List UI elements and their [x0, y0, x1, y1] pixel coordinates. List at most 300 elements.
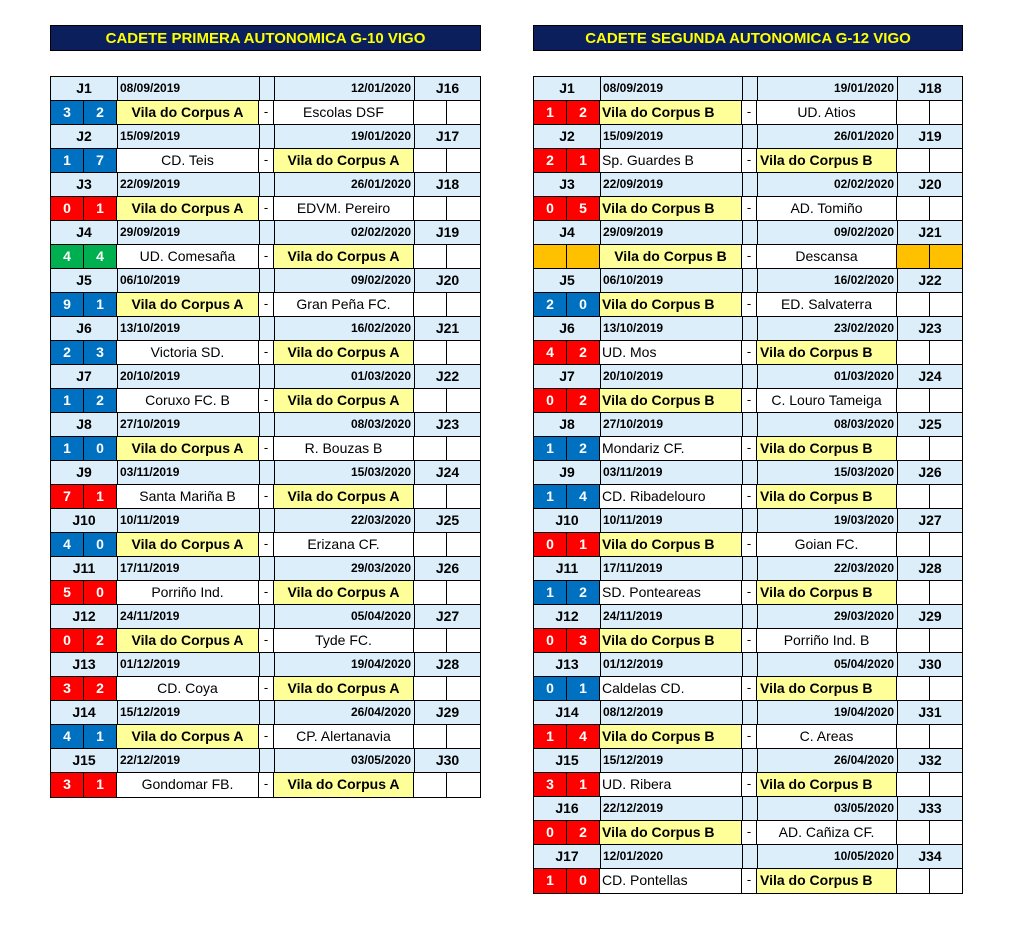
home-team: Coruxo FC. B: [117, 389, 259, 412]
return-round-number: J21: [918, 224, 942, 240]
right-fixtures-table: [533, 76, 963, 894]
away-team: C. Areas: [757, 725, 897, 748]
return-score-home: [897, 197, 930, 220]
home-team: Mondariz CF.: [600, 437, 742, 460]
home-team: CD. Ribadelouro: [600, 485, 742, 508]
vs-dash: -: [742, 629, 757, 652]
vs-dash: -: [742, 341, 757, 364]
home-team: UD. Comesaña: [117, 245, 259, 268]
match-row: [51, 101, 480, 125]
round-number: J4: [534, 221, 601, 244]
match-row: [51, 581, 480, 605]
return-score-away: [930, 293, 962, 316]
return-score-away: [930, 101, 962, 124]
second-leg-date: 16/02/2020: [275, 317, 415, 340]
return-round-number: J20: [435, 272, 460, 288]
match-row: [534, 869, 962, 893]
home-score: 3: [51, 677, 84, 700]
return-score-away: [447, 245, 480, 268]
vs-dash: -: [742, 197, 757, 220]
second-leg-date: 19/01/2020: [275, 125, 415, 148]
home-score: 1: [51, 389, 84, 412]
round-header-row: [534, 221, 962, 245]
separator-cell: [260, 77, 275, 100]
separator-cell: [260, 413, 275, 436]
away-score: 0: [84, 533, 117, 556]
away-team: AD. Cañiza CF.: [757, 821, 897, 844]
round-number: J10: [51, 509, 118, 532]
return-round-number: J30: [918, 656, 942, 672]
return-round-number: J17: [435, 128, 460, 144]
match-row: [51, 485, 480, 509]
home-score: 1: [534, 581, 567, 604]
vs-dash: -: [742, 149, 757, 172]
away-team: CP. Alertanavia: [274, 725, 414, 748]
round-number: J15: [51, 749, 118, 772]
return-score-home: [414, 725, 447, 748]
home-score: 1: [51, 437, 84, 460]
second-leg-date: 22/03/2020: [275, 509, 415, 532]
return-score-home: [414, 197, 447, 220]
return-round-number: J25: [435, 512, 460, 528]
return-score-away: [930, 149, 962, 172]
round-header-row: [51, 509, 480, 533]
home-score: 0: [534, 821, 567, 844]
second-leg-date: 16/02/2020: [758, 269, 898, 292]
first-leg-date: 08/09/2019: [601, 77, 743, 100]
home-score: 0: [534, 677, 567, 700]
away-team: Vila do Corpus B: [757, 773, 897, 796]
match-row: [51, 389, 480, 413]
return-score-home: [414, 773, 447, 797]
vs-dash: -: [742, 773, 757, 796]
return-score-away: [930, 677, 962, 700]
first-leg-date: 22/12/2019: [118, 749, 260, 772]
return-score-home: [897, 245, 930, 268]
home-team: Vila do Corpus A: [117, 533, 259, 556]
first-leg-date: 03/11/2019: [601, 461, 743, 484]
second-leg-date: 09/02/2020: [275, 269, 415, 292]
second-leg-date: 03/05/2020: [758, 797, 898, 820]
home-team: Vila do Corpus A: [117, 725, 259, 748]
match-row: [534, 725, 962, 749]
second-leg-date: 02/02/2020: [275, 221, 415, 244]
vs-dash: -: [259, 389, 274, 412]
round-number: J2: [51, 125, 118, 148]
round-number: J14: [51, 701, 118, 724]
first-leg-date: 10/11/2019: [601, 509, 743, 532]
separator-cell: [743, 749, 758, 772]
home-team: Vila do Corpus B: [600, 533, 742, 556]
vs-dash: -: [742, 101, 757, 124]
return-score-away: [447, 485, 480, 508]
return-score-away: [447, 149, 480, 172]
round-number: J12: [51, 605, 118, 628]
away-team: Vila do Corpus A: [274, 245, 414, 268]
away-score: 2: [567, 437, 600, 460]
vs-dash: -: [742, 293, 757, 316]
away-team: Vila do Corpus B: [757, 869, 897, 893]
second-leg-date: 23/02/2020: [758, 317, 898, 340]
separator-cell: [743, 509, 758, 532]
round-number: J12: [534, 605, 601, 628]
second-leg-date: 01/03/2020: [275, 365, 415, 388]
separator-cell: [260, 317, 275, 340]
return-score-home: [897, 725, 930, 748]
round-number: J2: [534, 125, 601, 148]
separator-cell: [260, 365, 275, 388]
return-score-away: [447, 437, 480, 460]
away-score: 1: [84, 485, 117, 508]
return-score-home: [897, 389, 930, 412]
first-leg-date: 22/09/2019: [601, 173, 743, 196]
match-row: [534, 437, 962, 461]
away-team: Vila do Corpus B: [757, 341, 897, 364]
match-row: [51, 629, 480, 653]
round-number: J5: [51, 269, 118, 292]
round-number: J17: [534, 845, 601, 868]
away-score: 1: [84, 773, 117, 797]
separator-cell: [743, 125, 758, 148]
home-team: Vila do Corpus B: [600, 821, 742, 844]
vs-dash: -: [259, 677, 274, 700]
away-team: Vila do Corpus B: [757, 677, 897, 700]
away-team: Porriño Ind. B: [757, 629, 897, 652]
vs-dash: -: [259, 725, 274, 748]
return-round-number: J22: [435, 368, 460, 384]
first-leg-date: 15/09/2019: [118, 125, 260, 148]
first-leg-date: 17/11/2019: [118, 557, 260, 580]
round-header-row: [51, 605, 480, 629]
away-team: Tyde FC.: [274, 629, 414, 652]
return-score-away: [930, 869, 962, 893]
match-row: [534, 581, 962, 605]
first-leg-date: 12/01/2020: [601, 845, 743, 868]
return-round-number: J28: [435, 656, 460, 672]
round-header-row: [51, 461, 480, 485]
return-round-number: J18: [918, 80, 942, 96]
return-score-home: [897, 869, 930, 893]
home-score: 0: [534, 389, 567, 412]
home-score: 4: [534, 341, 567, 364]
return-score-away: [930, 341, 962, 364]
return-score-away: [447, 293, 480, 316]
return-round-number: J30: [435, 752, 460, 768]
return-score-away: [930, 437, 962, 460]
vs-dash: -: [742, 245, 757, 268]
round-number: J13: [534, 653, 601, 676]
away-team: Vila do Corpus A: [274, 773, 414, 797]
return-score-away: [930, 245, 962, 268]
return-score-home: [897, 581, 930, 604]
return-round-number: J31: [918, 704, 942, 720]
return-score-home: [414, 101, 447, 124]
round-number: J11: [534, 557, 601, 580]
away-team: Goian FC.: [757, 533, 897, 556]
round-header-row: [51, 701, 480, 725]
away-team: Escolas DSF: [274, 101, 414, 124]
home-team: CD. Pontellas: [600, 869, 742, 893]
second-leg-date: 22/03/2020: [758, 557, 898, 580]
return-score-home: [414, 533, 447, 556]
first-leg-date: 24/11/2019: [601, 605, 743, 628]
round-number: J9: [51, 461, 118, 484]
home-team: CD. Coya: [117, 677, 259, 700]
return-score-home: [897, 341, 930, 364]
separator-cell: [260, 653, 275, 676]
return-round-number: J19: [918, 128, 942, 144]
first-leg-date: 06/10/2019: [118, 269, 260, 292]
return-round-number: J27: [435, 608, 460, 624]
away-score: 0: [567, 869, 600, 893]
round-header-row: [51, 125, 480, 149]
return-score-away: [930, 725, 962, 748]
home-team: Vila do Corpus A: [117, 629, 259, 652]
home-score: 1: [534, 725, 567, 748]
vs-dash: -: [259, 485, 274, 508]
home-score: 3: [51, 101, 84, 124]
return-score-away: [447, 773, 480, 797]
round-number: J10: [534, 509, 601, 532]
home-team: Santa Mariña B: [117, 485, 259, 508]
separator-cell: [743, 653, 758, 676]
return-round-number: J21: [435, 320, 460, 336]
first-leg-date: 27/10/2019: [118, 413, 260, 436]
return-score-home: [414, 389, 447, 412]
away-team: Vila do Corpus B: [757, 149, 897, 172]
round-header-row: [534, 461, 962, 485]
vs-dash: -: [259, 101, 274, 124]
home-team: Porriño Ind.: [117, 581, 259, 604]
return-score-away: [447, 389, 480, 412]
round-number: J3: [51, 173, 118, 196]
return-round-number: J29: [918, 608, 942, 624]
return-score-home: [897, 533, 930, 556]
match-row: [51, 245, 480, 269]
first-leg-date: 01/12/2019: [118, 653, 260, 676]
home-team: Vila do Corpus B: [600, 293, 742, 316]
separator-cell: [260, 749, 275, 772]
round-number: J1: [534, 77, 601, 100]
home-score: 5: [51, 581, 84, 604]
home-score: 0: [534, 197, 567, 220]
away-score: 1: [84, 293, 117, 316]
round-header-row: [51, 749, 480, 773]
home-team: Vila do Corpus A: [117, 437, 259, 460]
return-score-away: [447, 677, 480, 700]
vs-dash: -: [742, 581, 757, 604]
separator-cell: [260, 509, 275, 532]
return-score-away: [447, 629, 480, 652]
round-header-row: [534, 557, 962, 581]
away-score: 5: [567, 197, 600, 220]
return-score-home: [897, 149, 930, 172]
second-leg-date: 02/02/2020: [758, 173, 898, 196]
first-leg-date: 01/12/2019: [601, 653, 743, 676]
return-score-away: [930, 197, 962, 220]
second-leg-date: 12/01/2020: [275, 77, 415, 100]
first-leg-date: 15/12/2019: [601, 749, 743, 772]
round-header-row: [51, 173, 480, 197]
round-header-row: [534, 365, 962, 389]
separator-cell: [260, 269, 275, 292]
away-team: C. Louro Tameiga: [757, 389, 897, 412]
away-team: Vila do Corpus B: [757, 581, 897, 604]
return-score-home: [414, 677, 447, 700]
away-score: 0: [84, 581, 117, 604]
home-score: 1: [534, 485, 567, 508]
away-score: 3: [567, 629, 600, 652]
away-score: 3: [84, 341, 117, 364]
return-round-number: J16: [435, 80, 460, 96]
away-score: 2: [84, 389, 117, 412]
vs-dash: -: [259, 533, 274, 556]
match-row: [51, 533, 480, 557]
match-row: [534, 677, 962, 701]
match-row: [51, 437, 480, 461]
match-row: [534, 821, 962, 845]
return-score-home: [414, 245, 447, 268]
separator-cell: [260, 557, 275, 580]
round-number: J15: [534, 749, 601, 772]
round-header-row: [51, 77, 480, 101]
separator-cell: [260, 701, 275, 724]
return-score-away: [930, 821, 962, 844]
away-score: 1: [567, 677, 600, 700]
round-header-row: [534, 125, 962, 149]
home-team: Vila do Corpus B: [600, 725, 742, 748]
second-leg-date: 03/05/2020: [275, 749, 415, 772]
away-team: Vila do Corpus A: [274, 149, 414, 172]
vs-dash: -: [742, 533, 757, 556]
return-score-home: [897, 677, 930, 700]
separator-cell: [260, 173, 275, 196]
round-number: J5: [534, 269, 601, 292]
away-team: Vila do Corpus B: [757, 437, 897, 460]
home-team: SD. Ponteareas: [600, 581, 742, 604]
first-leg-date: 15/12/2019: [118, 701, 260, 724]
home-team: UD. Ribera: [600, 773, 742, 796]
home-score: 7: [51, 485, 84, 508]
home-team: CD. Teis: [117, 149, 259, 172]
match-row: [534, 629, 962, 653]
round-header-row: [534, 173, 962, 197]
away-score: 7: [84, 149, 117, 172]
separator-cell: [743, 557, 758, 580]
second-leg-date: 15/03/2020: [275, 461, 415, 484]
return-round-number: J28: [918, 560, 942, 576]
return-score-home: [897, 821, 930, 844]
away-team: Vila do Corpus A: [274, 677, 414, 700]
vs-dash: -: [259, 437, 274, 460]
vs-dash: -: [742, 725, 757, 748]
away-score: [567, 245, 600, 268]
vs-dash: -: [259, 629, 274, 652]
vs-dash: -: [742, 389, 757, 412]
round-number: J13: [51, 653, 118, 676]
match-row: [534, 245, 962, 269]
home-score: 1: [534, 869, 567, 893]
return-score-home: [414, 293, 447, 316]
round-header-row: [51, 413, 480, 437]
return-round-number: J23: [435, 416, 460, 432]
first-leg-date: 20/10/2019: [601, 365, 743, 388]
home-score: 9: [51, 293, 84, 316]
separator-cell: [260, 221, 275, 244]
match-row: [51, 341, 480, 365]
first-leg-date: 10/11/2019: [118, 509, 260, 532]
match-row: [534, 293, 962, 317]
return-round-number: J22: [918, 272, 942, 288]
return-score-home: [414, 629, 447, 652]
away-team: UD. Atios: [757, 101, 897, 124]
second-leg-date: 15/03/2020: [758, 461, 898, 484]
vs-dash: -: [742, 437, 757, 460]
first-leg-date: 08/09/2019: [118, 77, 260, 100]
round-number: J6: [534, 317, 601, 340]
vs-dash: -: [742, 677, 757, 700]
match-row: [534, 197, 962, 221]
return-round-number: J26: [918, 464, 942, 480]
second-leg-date: 08/03/2020: [758, 413, 898, 436]
match-row: [51, 197, 480, 221]
return-score-home: [897, 629, 930, 652]
away-score: 2: [567, 341, 600, 364]
away-score: 2: [84, 677, 117, 700]
first-leg-date: 29/09/2019: [601, 221, 743, 244]
away-score: 1: [567, 773, 600, 796]
away-team: Vila do Corpus B: [757, 485, 897, 508]
return-score-home: [414, 581, 447, 604]
second-leg-date: 19/04/2020: [275, 653, 415, 676]
round-number: J3: [534, 173, 601, 196]
away-score: 1: [567, 149, 600, 172]
separator-cell: [743, 269, 758, 292]
return-score-home: [897, 293, 930, 316]
return-round-number: J23: [918, 320, 942, 336]
home-score: 0: [51, 197, 84, 220]
match-row: [51, 149, 480, 173]
second-leg-date: 19/03/2020: [758, 509, 898, 532]
return-score-away: [447, 581, 480, 604]
home-team: Vila do Corpus B: [600, 197, 742, 220]
return-round-number: J33: [918, 800, 942, 816]
vs-dash: -: [742, 869, 757, 893]
match-row: [51, 677, 480, 701]
away-team: Erizana CF.: [274, 533, 414, 556]
round-number: J7: [534, 365, 601, 388]
match-row: [534, 773, 962, 797]
second-leg-date: 01/03/2020: [758, 365, 898, 388]
return-round-number: J26: [435, 560, 460, 576]
round-header-row: [51, 653, 480, 677]
round-header-row: [51, 365, 480, 389]
round-header-row: [534, 701, 962, 725]
left-league-title: CADETE PRIMERA AUTONOMICA G-10 VIGO: [50, 25, 481, 51]
match-row: [51, 725, 480, 749]
vs-dash: -: [259, 341, 274, 364]
return-round-number: J34: [918, 848, 942, 864]
vs-dash: -: [259, 245, 274, 268]
second-leg-date: 10/05/2020: [758, 845, 898, 868]
home-score: [534, 245, 567, 268]
first-leg-date: 13/10/2019: [118, 317, 260, 340]
round-header-row: [534, 77, 962, 101]
first-leg-date: 29/09/2019: [118, 221, 260, 244]
home-score: 4: [51, 533, 84, 556]
separator-cell: [260, 461, 275, 484]
away-score: 4: [567, 485, 600, 508]
